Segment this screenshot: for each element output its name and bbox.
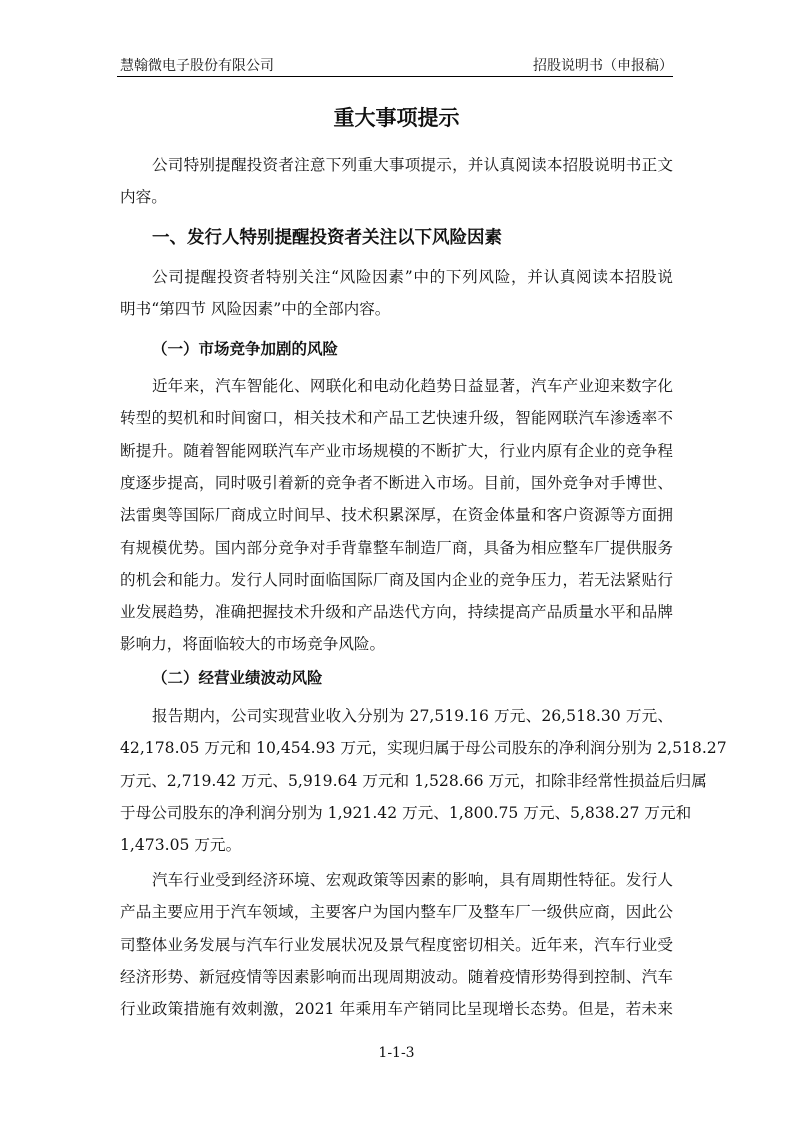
market-competition-paragraph-line: 断提升。随着智能网联汽车产业市场规模的不断扩大，行业内原有企业的竞争程 (120, 441, 673, 460)
section-intro-paragraph-line: 公司提醒投资者特别关注“风险因素”中的下列风险，并认真阅读本招股说 (152, 268, 673, 286)
industry-cycle-paragraph-line: 经济形势、新冠疫情等因素影响而出现周期波动。随着疫情形势得到控制、汽车 (120, 967, 673, 986)
market-competition-paragraph-line: 的机会和能力。发行人同时面临国际厂商及国内企业的竞争压力，若无法紧贴行 (120, 570, 673, 589)
header-divider (117, 76, 673, 77)
market-competition-paragraph-line: 转型的契机和时间窗口，相关技术和产品工艺快速升级，智能网联汽车渗透率不 (120, 409, 673, 428)
intro-paragraph-line: 公司特别提醒投资者注意下列重大事项提示，并认真阅读本招股说明书正文 (152, 156, 673, 174)
industry-cycle-paragraph-line: 行业政策措施有效刺激，2021 年乘用车产销同比呈现增长态势。但是，若未来 (120, 1000, 673, 1019)
performance-figures-paragraph-line: 42,178.05 万元和 10,454.93 万元，实现归属于母公司股东的净利润分别为 2,518.27 (120, 739, 727, 758)
header-company-name: 慧翰微电子股份有限公司 (120, 58, 274, 74)
page-title: 重大事项提示 (333, 106, 460, 130)
industry-cycle-paragraph-line: 汽车行业受到经济环境、宏观政策等因素的影响，具有周期性特征。发行人 (152, 871, 673, 889)
market-competition-paragraph-line: 有规模优势。国内部分竞争对手背靠整车制造厂商，具备为相应整车厂提供服务 (120, 538, 673, 557)
section-heading: 一、发行人特别提醒投资者关注以下风险因素 (152, 228, 502, 248)
page-number: 1-1-3 (378, 1045, 415, 1061)
performance-figures-paragraph-line: 报告期内，公司实现营业收入分别为 27,519.16 万元、26,518.30 万元、 (152, 707, 673, 725)
subsection-heading-performance-volatility: （二）经营业绩波动风险 (152, 669, 323, 687)
market-competition-paragraph-line: 业发展趋势，准确把握技术升级和产品迭代方向，持续提高产品质量水平和品牌 (120, 603, 673, 622)
subsection-heading-market-competition: （一）市场竞争加剧的风险 (152, 340, 339, 358)
section-intro-paragraph-line: 明书“第四节 风险因素”中的全部内容。 (120, 300, 391, 319)
industry-cycle-paragraph-line: 产品主要应用于汽车领域，主要客户为国内整车厂及整车厂一级供应商，因此公 (120, 903, 673, 922)
performance-figures-paragraph-line: 1,473.05 万元。 (120, 836, 242, 855)
header-document-type: 招股说明书（申报稿） (533, 58, 673, 74)
industry-cycle-paragraph-line: 司整体业务发展与汽车行业发展状况及景气程度密切相关。近年来，汽车行业受 (120, 935, 673, 954)
market-competition-paragraph-line: 影响力，将面临较大的市场竞争风险。 (120, 635, 386, 654)
performance-figures-paragraph-line: 于母公司股东的净利润分别为 1,921.42 万元、1,800.75 万元、5,838.27 万元和 (120, 803, 692, 822)
market-competition-paragraph-line: 度逐步提高，同时吸引着新的竞争者不断进入市场。目前，国外竞争对手博世、 (120, 473, 673, 492)
intro-paragraph-line: 内容。 (120, 188, 167, 207)
performance-figures-paragraph-line: 万元、2,719.42 万元、5,919.64 万元和 1,528.66 万元，扣除非经常性损益后归属 (120, 771, 707, 790)
market-competition-paragraph-line: 近年来，汽车智能化、网联化和电动化趋势日益显著，汽车产业迎来数字化 (152, 377, 673, 395)
market-competition-paragraph-line: 法雷奥等国际厂商成立时间早、技术积累深厚，在资金体量和客户资源等方面拥 (120, 506, 673, 525)
